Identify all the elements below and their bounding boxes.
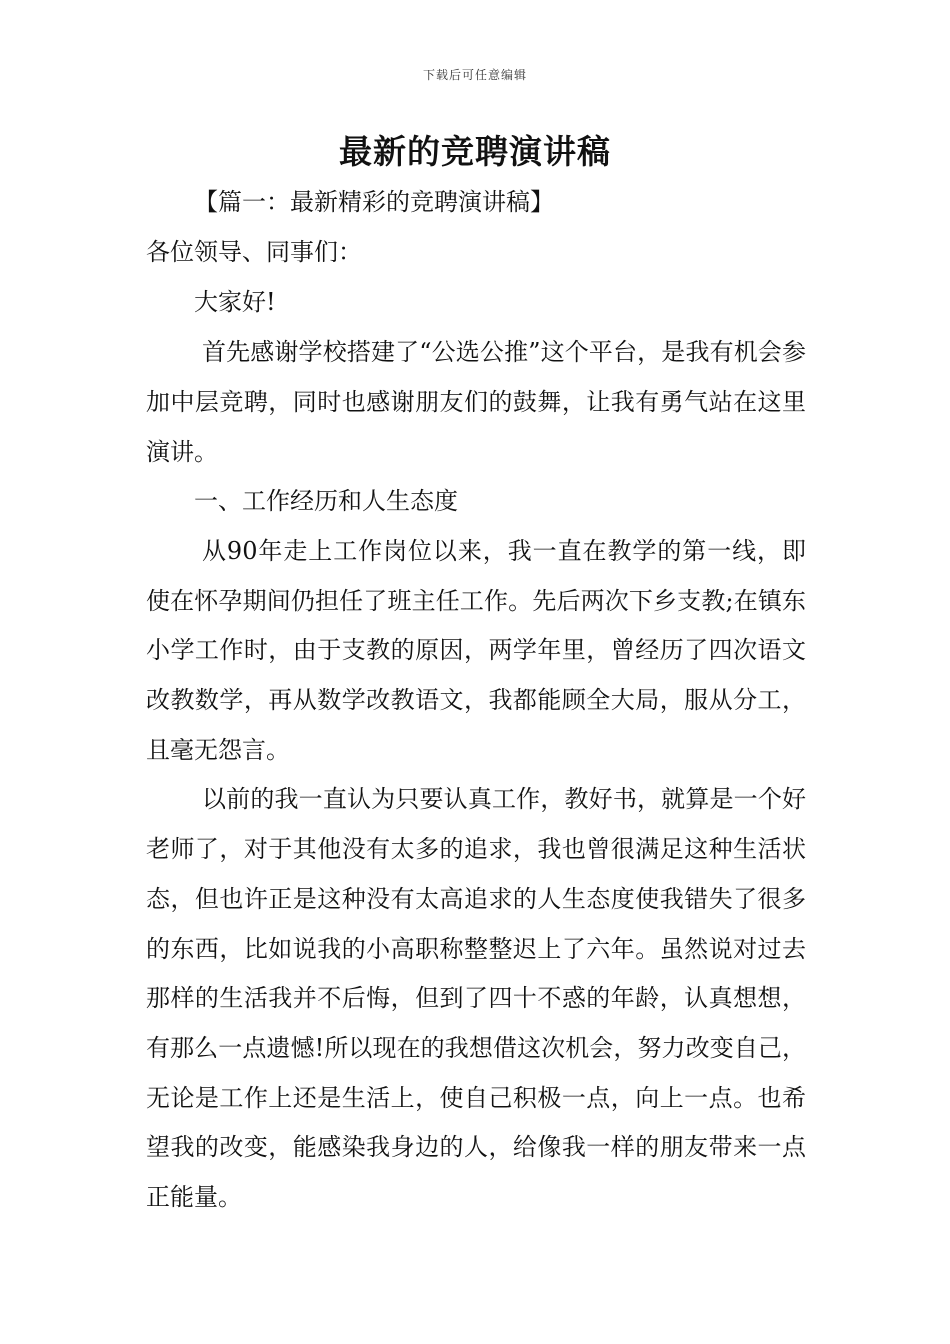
header-note: 下载后可任意编辑 [422, 68, 527, 82]
paragraph-1: 首先感谢学校搭建了“公选公推”这个平台，是我有机会参加中层竞聘，同时也感谢朋友们的鼓舞，让我有勇气站在这里演讲。 [146, 338, 806, 466]
document-body [146, 178, 806, 1223]
salutation: 各位领导、同事们： [146, 237, 362, 266]
section-subtitle: 【篇一：最新精彩的竞聘演讲稿】 [194, 188, 554, 216]
paragraph-3: 以前的我一直认为只要认真工作，教好书，就算是一个好老师了，对于其他没有太多的追求，我也曾很满足这种生活状态，但也许正是这种没有太高追求的人生态度使我错失了很多的东西，比如说我的小高职称整整迟上了六年。虽然说对过去那样的生活我并不后悔，但到了四十不惑的年龄，认真想想，有那么一点遗憾!所以现在的我想借这次机会，努力改变自己，无论是工作上还是生活上，使自己积极一点，向上一点。也希望我的改变，能感染我身边的人，给像我一样的朋友带来一点正能量。 [146, 785, 806, 1212]
paragraph-2: 从90年走上工作岗位以来，我一直在教学的第一线，即使在怀孕期间仍担任了班主任工作。先后两次下乡支教;在镇东小学工作时，由于支教的原因，两学年里，曾经历了四次语文改教数学，再从数学改教语文，我都能顾全大局，服从分工，且毫无怨言。 [146, 536, 806, 764]
greeting: 大家好! [194, 287, 276, 316]
page-title: 最新的竞聘演讲稿 [339, 132, 611, 171]
section-heading: 一、工作经历和人生态度 [194, 487, 458, 516]
